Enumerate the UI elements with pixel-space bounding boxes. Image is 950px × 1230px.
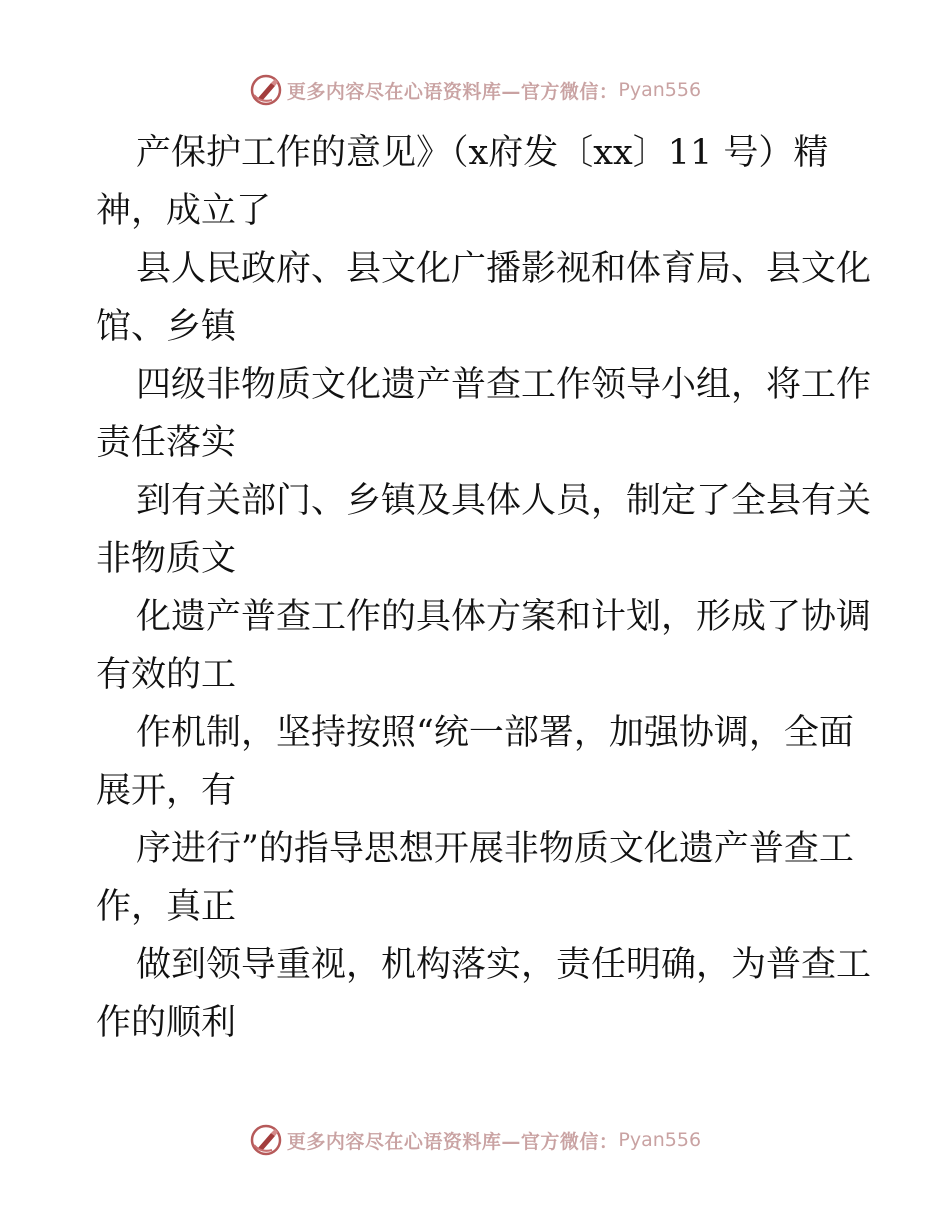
watermark-text: 更多内容尽在心语资料库—官方微信：	[286, 80, 619, 103]
header-watermark	[0, 70, 950, 110]
text-line: 产保护工作的意见》（x府发〔xx〕11 号）精	[136, 133, 829, 173]
pen-logo-icon	[249, 1123, 283, 1157]
body-text	[96, 124, 872, 1052]
footer-watermark	[0, 1120, 950, 1160]
text-line: 展开，有	[96, 771, 237, 811]
text-line: 有效的工	[96, 655, 237, 695]
text-line: 作机制，坚持按照“统一部署，加强协调，全面	[136, 713, 854, 753]
text-line: 县人民政府、县文化广播影视和体育局、县文化	[136, 249, 872, 289]
watermark-id: Pyan556	[618, 79, 702, 101]
text-line: 责任落实	[96, 423, 237, 463]
text-line: 到有关部门、乡镇及具体人员，制定了全县有关	[136, 481, 872, 521]
text-line: 化遗产普查工作的具体方案和计划，形成了协调	[136, 597, 872, 637]
watermark-id: Pyan556	[618, 1129, 702, 1151]
text-line: 四级非物质文化遗产普查工作领导小组，将工作	[136, 365, 872, 405]
text-line: 序进行”的指导思想开展非物质文化遗产普查工	[136, 829, 854, 869]
text-line: 非物质文	[96, 539, 237, 579]
text-line: 作的顺利	[96, 1003, 237, 1043]
text-line: 馆、乡镇	[96, 307, 237, 347]
text-line: 作，真正	[96, 887, 237, 927]
text-line: 神，成立了	[96, 191, 272, 231]
pen-logo-icon	[249, 73, 283, 107]
text-line: 做到领导重视，机构落实，责任明确，为普查工	[136, 945, 872, 985]
watermark-text: 更多内容尽在心语资料库—官方微信：	[286, 1130, 619, 1153]
